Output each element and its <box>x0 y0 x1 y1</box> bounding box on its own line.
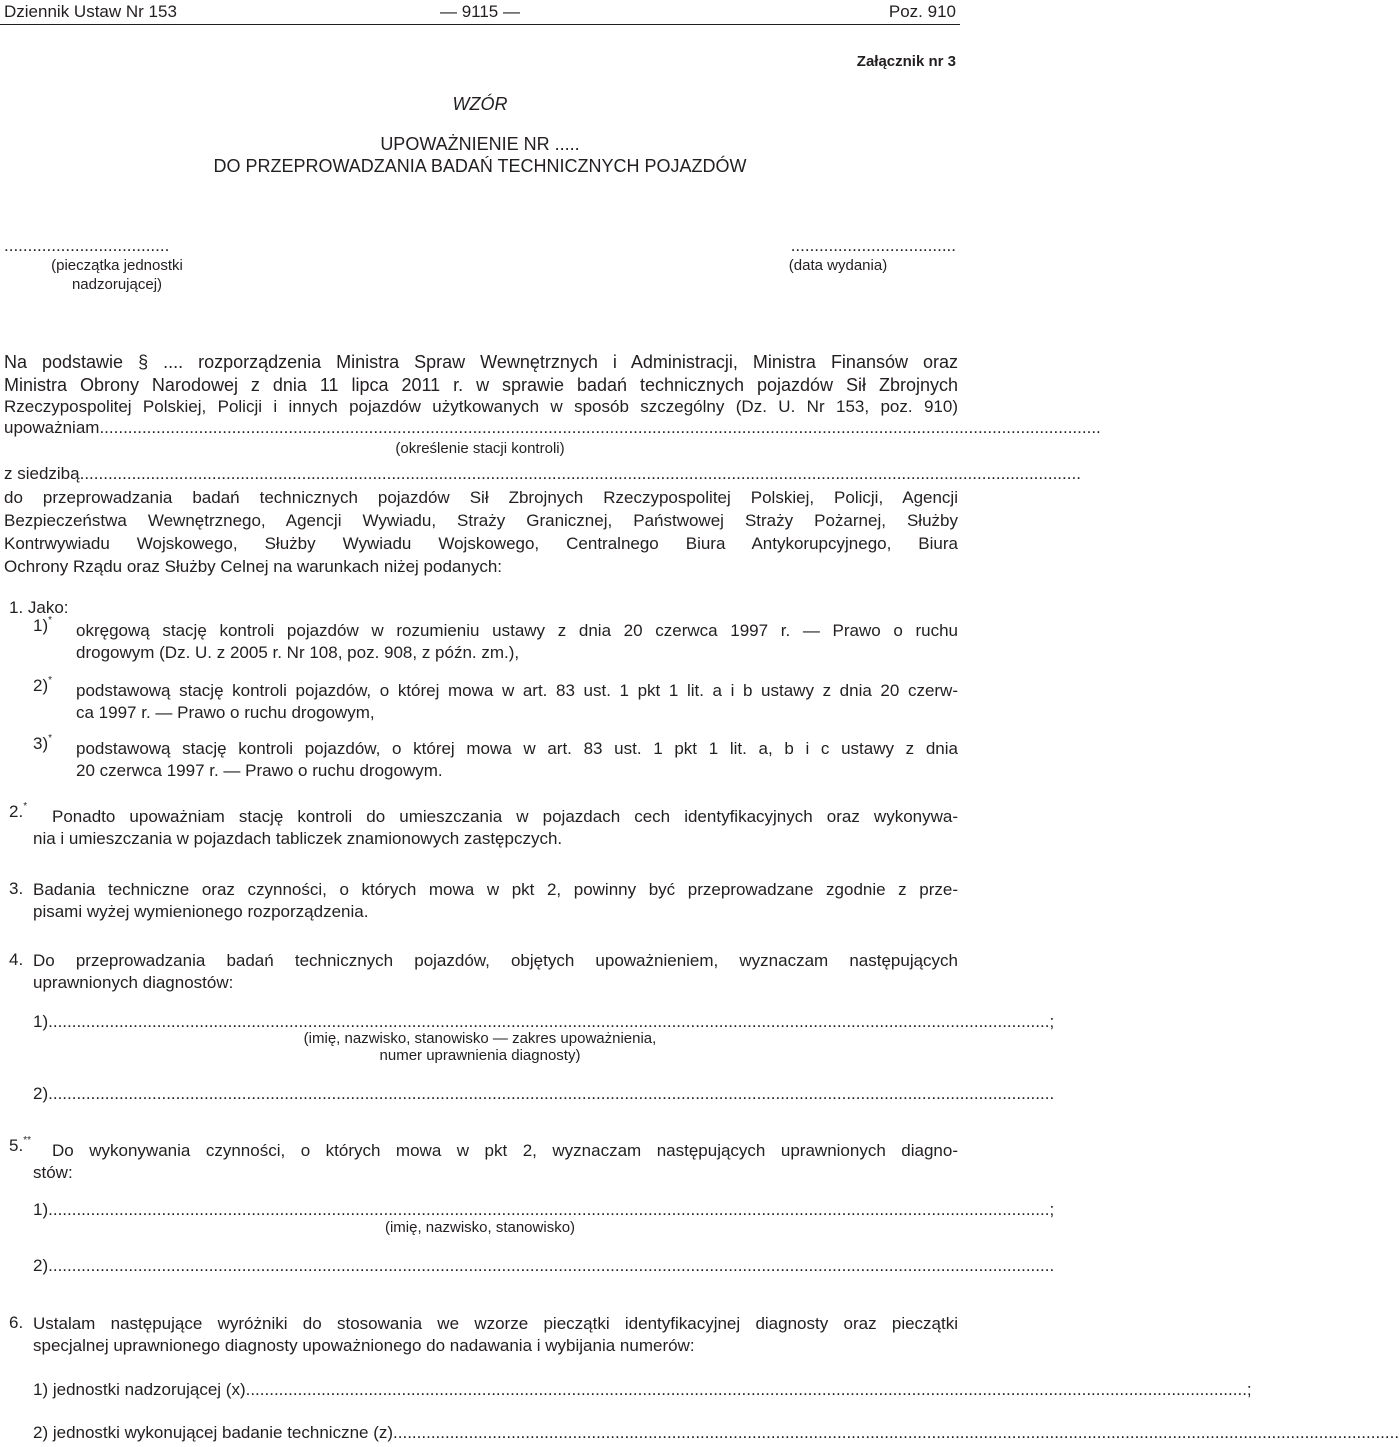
stamp-caption-1: (pieczątka jednostki <box>51 257 183 274</box>
intro-line-1: Na podstawie § .... rozporządzenia Ministra Spraw Wewnętrznych i Administracji, Ministra Finansów oraz <box>4 352 958 372</box>
point-1-item-3-line-2: 20 czerwca 1997 r. — Prawo o ruchu drogowym. <box>76 761 443 780</box>
seat-dots: .................................................................................................................................................................................................................... <box>79 464 1081 483</box>
position-number: Poz. 910 <box>888 2 956 21</box>
point-4-caption-2: numer uprawnienia diagnosty) <box>379 1047 581 1064</box>
authorize-caption: (określenie stacji kontroli) <box>395 440 565 457</box>
point-5-entry-2: 2) .................................................................................................................................................................................................................... . <box>33 1256 1055 1275</box>
intro-line-2: Ministra Obrony Narodowej z dnia 11 lipca 2011 r. w sprawie badań technicznych pojazdów Sił Zbrojnych <box>4 375 958 395</box>
point-1-label: 1. Jako: <box>9 598 69 617</box>
body-line-1: do przeprowadzania badań technicznych pojazdów Sił Zbrojnych Rzeczypospolitej Polskiej, Policji, Agencji <box>4 488 958 507</box>
seat-line <box>4 464 1081 484</box>
authorize-label: upoważniam <box>4 418 100 437</box>
point-6-entry-2: 2) jednostki wykonującej badanie techniczne (z) .................................................................................................................................................................................................................... . <box>33 1423 1399 1442</box>
page-number: — 9115 — <box>439 2 520 21</box>
point-3-line-1: Badania techniczne oraz czynności, o których mowa w pkt 2, powinny być przeprowadzane zgodnie z prze- <box>33 880 958 899</box>
point-1-item-2-line-1: podstawową stację kontroli pojazdów, o której mowa w art. 83 ust. 1 pkt 1 lit. a i b ustawy z dnia 20 czerw- <box>76 681 958 700</box>
point-5-entry-1-dots: .................................................................................................................................................................................................................... <box>48 1200 1050 1219</box>
point-3-line-2: pisami wyżej wymienionego rozporządzenia. <box>33 902 369 921</box>
point-2-line-2: nia i umieszczania w pojazdach tabliczek znamionowych zastępczych. <box>33 829 563 848</box>
authorize-line <box>4 418 1101 438</box>
point-4-number: 4. <box>9 950 24 969</box>
point-1-item-2-number: 2)* <box>33 675 53 695</box>
point-5-line-2: stów: <box>33 1163 73 1182</box>
point-2-line-1: Ponadto upoważniam stację kontroli do umieszczania w pojazdach cech identyfikacyjnych oraz wykonywa- <box>52 807 958 826</box>
point-5-line-1: Do wykonywania czynności, o których mowa w pkt 2, wyznaczam następujących uprawnionych diagno- <box>52 1141 958 1160</box>
point-3-number: 3. <box>9 879 24 898</box>
point-6-entry-1: 1) jednostki nadzorującej (x) .................................................................................................................................................................................................................... ; <box>33 1380 1252 1399</box>
point-6-line-2: specjalnej uprawnionego diagnosty upoważnionego do nadawania i wybijania numerów: <box>33 1336 695 1355</box>
point-4-entry-1-dots: .................................................................................................................................................................................................................... <box>48 1012 1050 1031</box>
point-1-item-3-line-1: podstawową stację kontroli pojazdów, o której mowa w art. 83 ust. 1 pkt 1 lit. a, b i c ustawy z dnia <box>76 739 958 758</box>
body-line-3: Kontrwywiadu Wojskowego, Służby Wywiadu Wojskowego, Centralnego Biura Antykorupcyjnego, Biura <box>4 534 958 553</box>
point-4-caption-1: (imię, nazwisko, stanowisko — zakres upoważnienia, <box>303 1030 657 1047</box>
authorize-dots: .................................................................................................................................................................................................................... <box>99 418 1101 437</box>
header-rule <box>0 24 960 25</box>
point-1-item-1-number: 1)* <box>33 615 53 635</box>
date-dots: ................................... <box>790 236 956 255</box>
point-1-item-2-line-2: ca 1997 r. — Prawo o ruchu drogowym, <box>76 703 375 722</box>
body-line-2: Bezpieczeństwa Wewnętrznego, Agencji Wywiadu, Straży Granicznej, Państwowej Straży Pożarnej, Służby <box>4 511 958 530</box>
point-6-entry-2-dots: .................................................................................................................................................................................................................... <box>393 1423 1395 1442</box>
seat-label: z siedzibą <box>4 464 80 483</box>
body-line-4: Ochrony Rządu oraz Służby Celnej na warunkach niżej podanych: <box>4 557 502 576</box>
point-4-entry-2-dots: .................................................................................................................................................................................................................... <box>48 1084 1050 1103</box>
point-5-number: 5.** <box>9 1135 31 1155</box>
point-6-entry-1-dots: .................................................................................................................................................................................................................... <box>245 1380 1247 1399</box>
point-2-number: 2.* <box>9 801 28 821</box>
journal-title: Dziennik Ustaw Nr 153 <box>4 2 177 21</box>
document-title: UPOWAŻNIENIE NR ..... <box>380 134 580 154</box>
date-caption: (data wydania) <box>788 257 888 274</box>
point-4-entry-1: 1) .................................................................................................................................................................................................................... ; <box>33 1012 1055 1031</box>
point-1-item-1-line-1: okręgową stację kontroli pojazdów w rozumieniu ustawy z dnia 20 czerwca 1997 r. — Prawo o ruchu <box>76 621 958 640</box>
template-label: WZÓR <box>452 94 508 114</box>
stamp-caption-2: nadzorującej) <box>71 276 163 293</box>
point-5-entry-2-dots: .................................................................................................................................................................................................................... <box>48 1256 1050 1275</box>
point-5-entry-1: 1) .................................................................................................................................................................................................................... ; <box>33 1200 1055 1219</box>
point-4-line-2: uprawnionych diagnostów: <box>33 973 234 992</box>
point-6-line-1: Ustalam następujące wyróżniki do stosowania we wzorze pieczątki identyfikacyjnej diagnosty oraz pieczątki <box>33 1314 958 1333</box>
annex-label: Załącznik nr 3 <box>856 53 956 70</box>
point-1-item-1-line-2: drogowym (Dz. U. z 2005 r. Nr 108, poz. 908, z późn. zm.), <box>76 643 520 662</box>
point-1-item-3-number: 3)* <box>33 733 53 753</box>
stamp-dots: ................................... <box>4 236 170 255</box>
point-6-number: 6. <box>9 1313 24 1332</box>
point-4-entry-2: 2) .................................................................................................................................................................................................................... . <box>33 1084 1055 1103</box>
document-subtitle: DO PRZEPROWADZANIA BADAŃ TECHNICZNYCH POJAZDÓW <box>213 156 747 176</box>
intro-line-3: Rzeczypospolitej Polskiej, Policji i innych pojazdów użytkowanych w sposób szczególny (Dz. U. Nr 153, poz. 910) <box>4 397 958 416</box>
point-5-caption: (imię, nazwisko, stanowisko) <box>384 1219 576 1236</box>
point-4-line-1: Do przeprowadzania badań technicznych pojazdów, objętych upoważnieniem, wyznaczam następujących <box>33 951 958 970</box>
